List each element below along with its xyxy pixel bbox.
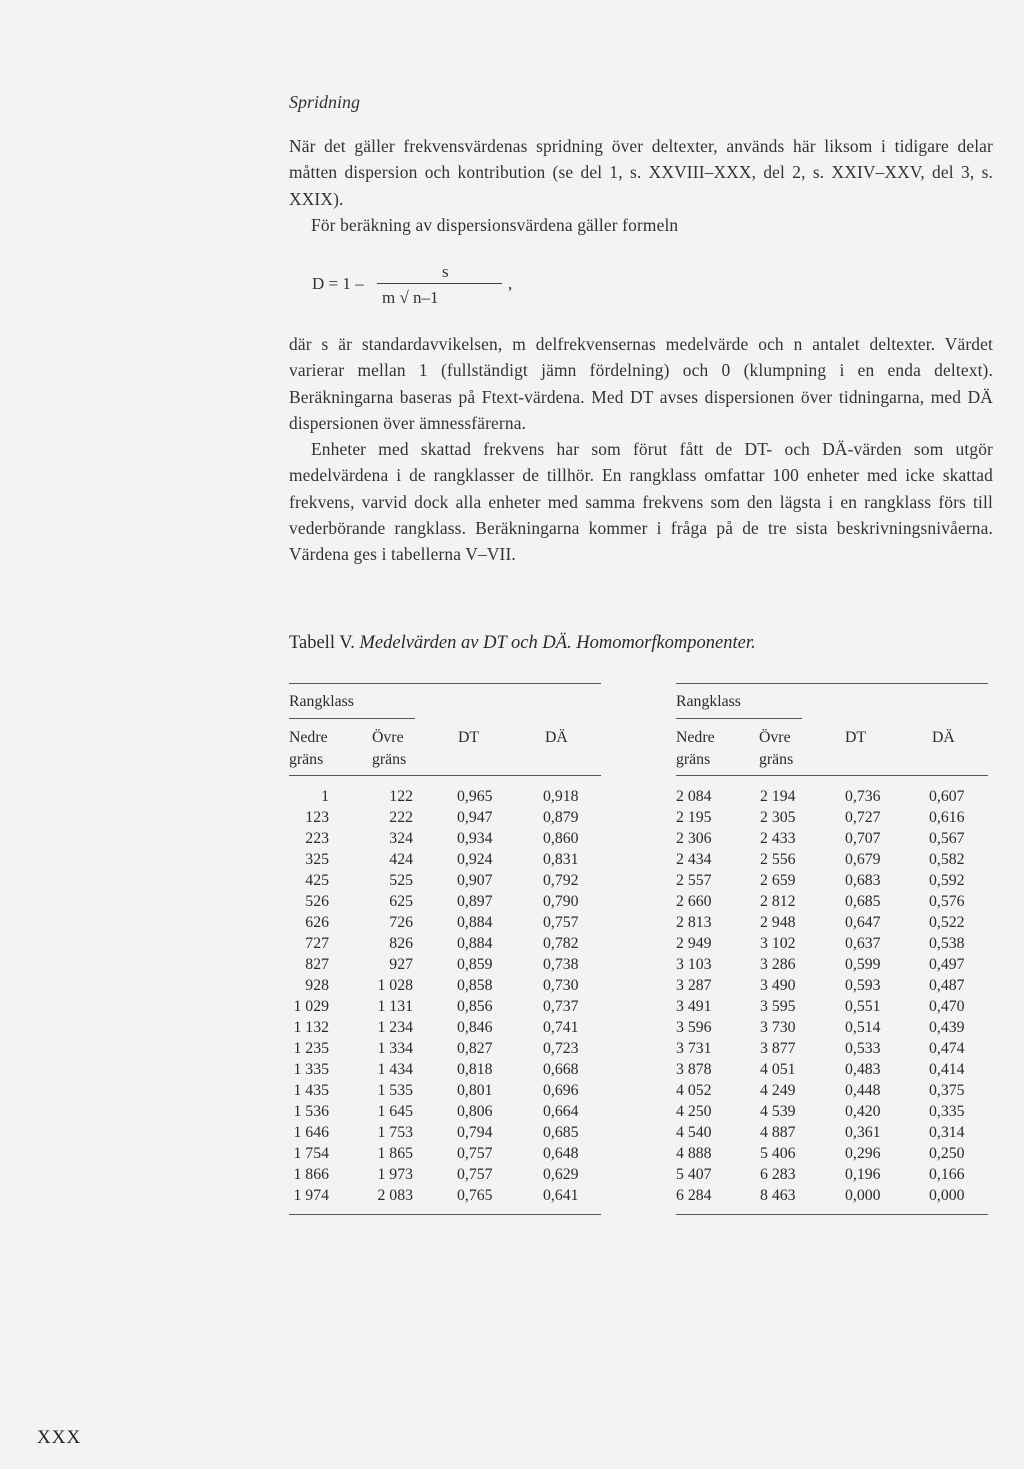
rangklass-rule — [289, 718, 415, 719]
table-row — [289, 1019, 601, 1040]
cell-dt: 0,514 — [845, 1019, 881, 1036]
cell-da: 0,782 — [543, 935, 579, 952]
table-row — [289, 1082, 601, 1103]
cell-dt: 0,846 — [457, 1019, 493, 1036]
table-caption — [289, 633, 756, 654]
paragraph-3: där s är standardavvikelsen, m delfrekvensernas medelvärde och n antalet deltexter. Värdet varierar mellan 1 (fullständigt jämn fördelning) och 0 (klumpning i en enda deltext). Beräkningarna baseras på Ftext-värdena. Med DT avses dispersionen över tidningarna, med DÄ dispersionen över ämnessfärerna. — [289, 334, 993, 433]
cell-da: 0,567 — [929, 830, 965, 847]
cell-dt: 0,884 — [457, 935, 493, 952]
cell-da: 0,792 — [543, 872, 579, 889]
table-row — [676, 998, 988, 1019]
cell-nedre-grans: 4 888 — [676, 1145, 712, 1162]
cell-nedre-grans: 2 306 — [676, 830, 712, 847]
table-row — [676, 977, 988, 998]
header-rule — [289, 775, 601, 776]
table-top-rule — [289, 683, 601, 684]
cell-ovre-grans: 8 463 — [760, 1187, 796, 1204]
table-row — [289, 1124, 601, 1145]
cell-ovre-grans: 3 730 — [760, 1019, 796, 1036]
cell-da: 0,314 — [929, 1124, 965, 1141]
cell-nedre-grans: 2 557 — [676, 872, 712, 889]
cell-ovre-grans: 424 — [389, 851, 413, 868]
cell-da: 0,668 — [543, 1061, 579, 1078]
cell-nedre-grans: 1 235 — [293, 1040, 329, 1057]
cell-nedre-grans: 3 491 — [676, 998, 712, 1015]
cell-da: 0,375 — [929, 1082, 965, 1099]
cell-dt: 0,947 — [457, 809, 493, 826]
cell-nedre-grans: 3 731 — [676, 1040, 712, 1057]
cell-nedre-grans: 3 103 — [676, 956, 712, 973]
cell-da: 0,582 — [929, 851, 965, 868]
header-dt: DT — [458, 729, 480, 746]
cell-dt: 0,483 — [845, 1061, 881, 1078]
header-ovre-grans: Övre gräns — [759, 729, 794, 768]
table-body — [289, 788, 601, 1208]
cell-nedre-grans: 727 — [305, 935, 329, 952]
page-number: XXX — [37, 1427, 82, 1448]
cell-da: 0,607 — [929, 788, 965, 805]
cell-da: 0,470 — [929, 998, 965, 1015]
cell-ovre-grans: 1 234 — [377, 1019, 413, 1036]
column-headers — [676, 727, 988, 775]
cell-ovre-grans: 2 556 — [760, 851, 796, 868]
cell-da: 0,439 — [929, 1019, 965, 1036]
cell-dt: 0,934 — [457, 830, 493, 847]
header-da: DÄ — [932, 729, 955, 746]
table-label: Tabell V. — [289, 633, 355, 653]
table-row — [289, 851, 601, 872]
cell-dt: 0,296 — [845, 1145, 881, 1162]
cell-dt: 0,736 — [845, 788, 881, 805]
cell-dt: 0,420 — [845, 1103, 881, 1120]
table-bottom-rule — [289, 1214, 601, 1215]
cell-nedre-grans: 1 536 — [293, 1103, 329, 1120]
cell-da: 0,487 — [929, 977, 965, 994]
cell-nedre-grans: 1 335 — [293, 1061, 329, 1078]
cell-nedre-grans: 827 — [305, 956, 329, 973]
cell-dt: 0,196 — [845, 1166, 881, 1183]
table-top-rule — [676, 683, 988, 684]
table-left — [289, 683, 601, 1215]
cell-da: 0,538 — [929, 935, 965, 952]
table-row — [676, 872, 988, 893]
table-row — [289, 1040, 601, 1061]
cell-da: 0,576 — [929, 893, 965, 910]
cell-ovre-grans: 1 865 — [377, 1145, 413, 1162]
cell-nedre-grans: 1 754 — [293, 1145, 329, 1162]
cell-ovre-grans: 6 283 — [760, 1166, 796, 1183]
cell-dt: 0,818 — [457, 1061, 493, 1078]
cell-ovre-grans: 3 877 — [760, 1040, 796, 1057]
table-row — [289, 956, 601, 977]
cell-nedre-grans: 3 287 — [676, 977, 712, 994]
cell-nedre-grans: 2 195 — [676, 809, 712, 826]
cell-ovre-grans: 826 — [389, 935, 413, 952]
cell-da: 0,629 — [543, 1166, 579, 1183]
table-right — [676, 683, 988, 1215]
cell-ovre-grans: 3 595 — [760, 998, 796, 1015]
cell-ovre-grans: 2 659 — [760, 872, 796, 889]
table-row — [676, 893, 988, 914]
cell-nedre-grans: 1 646 — [293, 1124, 329, 1141]
table-row — [289, 935, 601, 956]
cell-nedre-grans: 2 949 — [676, 935, 712, 952]
cell-ovre-grans: 324 — [389, 830, 413, 847]
table-row — [676, 851, 988, 872]
cell-dt: 0,000 — [845, 1187, 881, 1204]
cell-ovre-grans: 2 948 — [760, 914, 796, 931]
table-row — [289, 1187, 601, 1208]
cell-da: 0,414 — [929, 1061, 965, 1078]
header-ovre-grans: Övre gräns — [372, 729, 407, 768]
cell-ovre-grans: 2 305 — [760, 809, 796, 826]
cell-nedre-grans: 1 435 — [293, 1082, 329, 1099]
cell-nedre-grans: 123 — [305, 809, 329, 826]
cell-ovre-grans: 3 102 — [760, 935, 796, 952]
header-nedre-grans: Nedre gräns — [289, 729, 328, 768]
cell-ovre-grans: 1 334 — [377, 1040, 413, 1057]
cell-da: 0,335 — [929, 1103, 965, 1120]
cell-dt: 0,637 — [845, 935, 881, 952]
cell-ovre-grans: 3 286 — [760, 956, 796, 973]
paragraph-4: Enheter med skattad frekvens har som förut fått de DT- och DÄ-värden som utgör medelvärdena i de rangklasser de tillhör. En rangklass omfattar 100 enheter med icke skattad frekvens, varvid dock alla enheter med samma frekvens som den lägsta i en rangklass förs till vederbörande rangklass. Beräkningarna kommer i fråga på de tre sista beskrivningsnivåerna. Värdena ges i tabellerna V–VII. — [289, 439, 993, 565]
cell-nedre-grans: 3 596 — [676, 1019, 712, 1036]
fraction-bar — [377, 283, 502, 284]
cell-ovre-grans: 927 — [389, 956, 413, 973]
cell-ovre-grans: 2 433 — [760, 830, 796, 847]
cell-nedre-grans: 1 974 — [293, 1187, 329, 1204]
table-row — [289, 872, 601, 893]
cell-da: 0,741 — [543, 1019, 579, 1036]
cell-da: 0,522 — [929, 914, 965, 931]
cell-ovre-grans: 1 434 — [377, 1061, 413, 1078]
cell-da: 0,166 — [929, 1166, 965, 1183]
table-row — [676, 1061, 988, 1082]
table-row — [676, 956, 988, 977]
cell-dt: 0,765 — [457, 1187, 493, 1204]
cell-dt: 0,551 — [845, 998, 881, 1015]
cell-ovre-grans: 4 539 — [760, 1103, 796, 1120]
table-row — [289, 998, 601, 1019]
cell-dt: 0,593 — [845, 977, 881, 994]
table-row — [676, 809, 988, 830]
formula-numerator: s — [442, 262, 449, 281]
table-row — [289, 1061, 601, 1082]
cell-ovre-grans: 2 194 — [760, 788, 796, 805]
cell-dt: 0,794 — [457, 1124, 493, 1141]
cell-dt: 0,801 — [457, 1082, 493, 1099]
cell-dt: 0,683 — [845, 872, 881, 889]
cell-nedre-grans: 4 540 — [676, 1124, 712, 1141]
cell-nedre-grans: 5 407 — [676, 1166, 712, 1183]
cell-ovre-grans: 625 — [389, 893, 413, 910]
table-row — [289, 809, 601, 830]
cell-da: 0,641 — [543, 1187, 579, 1204]
rangklass-label: Rangklass — [676, 693, 741, 710]
cell-nedre-grans: 2 660 — [676, 893, 712, 910]
cell-ovre-grans: 1 028 — [377, 977, 413, 994]
body-text-top — [289, 133, 993, 238]
cell-nedre-grans: 626 — [305, 914, 329, 931]
table-row — [289, 977, 601, 998]
table-row — [676, 1040, 988, 1061]
cell-nedre-grans: 3 878 — [676, 1061, 712, 1078]
cell-da: 0,250 — [929, 1145, 965, 1162]
cell-ovre-grans: 122 — [389, 788, 413, 805]
formula-lhs: D = 1 – — [312, 274, 364, 293]
cell-dt: 0,533 — [845, 1040, 881, 1057]
cell-ovre-grans: 1 645 — [377, 1103, 413, 1120]
cell-ovre-grans: 4 249 — [760, 1082, 796, 1099]
paragraph-1: När det gäller frekvensvärdenas spridning över deltexter, används här liksom i tidigare delar måtten dispersion och kontribution (se del 1, s. XXVIII–XXX, del 2, s. XXIV–XXV, del 3, s. XXIX). — [289, 136, 993, 209]
cell-da: 0,737 — [543, 998, 579, 1015]
cell-nedre-grans: 223 — [305, 830, 329, 847]
cell-dt: 0,727 — [845, 809, 881, 826]
cell-da: 0,879 — [543, 809, 579, 826]
cell-nedre-grans: 4 052 — [676, 1082, 712, 1099]
cell-ovre-grans: 1 973 — [377, 1166, 413, 1183]
cell-dt: 0,757 — [457, 1166, 493, 1183]
cell-dt: 0,685 — [845, 893, 881, 910]
cell-dt: 0,647 — [845, 914, 881, 931]
cell-da: 0,696 — [543, 1082, 579, 1099]
cell-dt: 0,907 — [457, 872, 493, 889]
cell-ovre-grans: 4 887 — [760, 1124, 796, 1141]
cell-ovre-grans: 4 051 — [760, 1061, 796, 1078]
cell-ovre-grans: 1 753 — [377, 1124, 413, 1141]
header-rule — [676, 775, 988, 776]
table-bottom-rule — [676, 1214, 988, 1215]
cell-da: 0,730 — [543, 977, 579, 994]
table-row — [676, 1124, 988, 1145]
cell-nedre-grans: 526 — [305, 893, 329, 910]
section-heading: Spridning — [289, 92, 361, 112]
table-row — [289, 1145, 601, 1166]
cell-dt: 0,856 — [457, 998, 493, 1015]
cell-da: 0,723 — [543, 1040, 579, 1057]
cell-ovre-grans: 5 406 — [760, 1145, 796, 1162]
cell-da: 0,592 — [929, 872, 965, 889]
table-row — [676, 914, 988, 935]
table-row — [289, 1103, 601, 1124]
cell-da: 0,790 — [543, 893, 579, 910]
cell-dt: 0,884 — [457, 914, 493, 931]
formula-comma: , — [508, 274, 513, 293]
cell-da: 0,474 — [929, 1040, 965, 1057]
table-row — [289, 914, 601, 935]
cell-nedre-grans: 4 250 — [676, 1103, 712, 1120]
cell-ovre-grans: 3 490 — [760, 977, 796, 994]
cell-da: 0,664 — [543, 1103, 579, 1120]
cell-nedre-grans: 1 — [321, 788, 329, 805]
table-row — [289, 830, 601, 851]
table-title: Medelvärden av DT och DÄ. Homomorfkomponenter. — [359, 633, 756, 653]
cell-nedre-grans: 1 029 — [293, 998, 329, 1015]
formula-denominator: m √ n–1 — [382, 288, 439, 307]
cell-nedre-grans: 325 — [305, 851, 329, 868]
column-headers — [289, 727, 601, 775]
rangklass-label: Rangklass — [289, 693, 354, 710]
cell-dt: 0,827 — [457, 1040, 493, 1057]
cell-da: 0,616 — [929, 809, 965, 826]
cell-da: 0,757 — [543, 914, 579, 931]
rangklass-rule — [676, 718, 802, 719]
cell-dt: 0,897 — [457, 893, 493, 910]
cell-ovre-grans: 1 535 — [377, 1082, 413, 1099]
table-row — [676, 1187, 988, 1208]
cell-ovre-grans: 1 131 — [377, 998, 413, 1015]
table-row — [676, 1103, 988, 1124]
cell-ovre-grans: 726 — [389, 914, 413, 931]
cell-dt: 0,757 — [457, 1145, 493, 1162]
paragraph-2: För beräkning av dispersionsvärdena gäller formeln — [311, 214, 679, 235]
cell-dt: 0,924 — [457, 851, 493, 868]
table-row — [676, 788, 988, 809]
cell-nedre-grans: 2 084 — [676, 788, 712, 805]
header-da: DÄ — [545, 729, 568, 746]
cell-dt: 0,599 — [845, 956, 881, 973]
cell-da: 0,497 — [929, 956, 965, 973]
header-dt: DT — [845, 729, 867, 746]
cell-dt: 0,448 — [845, 1082, 881, 1099]
table-row — [289, 893, 601, 914]
cell-dt: 0,806 — [457, 1103, 493, 1120]
cell-nedre-grans: 1 132 — [293, 1019, 329, 1036]
table-row — [676, 935, 988, 956]
cell-nedre-grans: 2 434 — [676, 851, 712, 868]
table-row — [289, 788, 601, 809]
cell-da: 0,738 — [543, 956, 579, 973]
table-row — [676, 1145, 988, 1166]
cell-da: 0,831 — [543, 851, 579, 868]
cell-da: 0,648 — [543, 1145, 579, 1162]
cell-da: 0,685 — [543, 1124, 579, 1141]
cell-dt: 0,679 — [845, 851, 881, 868]
cell-ovre-grans: 2 083 — [377, 1187, 413, 1204]
cell-nedre-grans: 1 866 — [293, 1166, 329, 1183]
dispersion-formula — [312, 262, 532, 322]
cell-da: 0,000 — [929, 1187, 965, 1204]
cell-ovre-grans: 222 — [389, 809, 413, 826]
cell-da: 0,918 — [543, 788, 579, 805]
cell-dt: 0,361 — [845, 1124, 881, 1141]
cell-nedre-grans: 425 — [305, 872, 329, 889]
table-row — [676, 830, 988, 851]
table-row — [289, 1166, 601, 1187]
cell-dt: 0,965 — [457, 788, 493, 805]
cell-nedre-grans: 2 813 — [676, 914, 712, 931]
cell-ovre-grans: 525 — [389, 872, 413, 889]
cell-dt: 0,707 — [845, 830, 881, 847]
table-body — [676, 788, 988, 1208]
cell-dt: 0,859 — [457, 956, 493, 973]
table-row — [676, 1166, 988, 1187]
table-row — [676, 1082, 988, 1103]
cell-da: 0,860 — [543, 830, 579, 847]
header-nedre-grans: Nedre gräns — [676, 729, 715, 768]
cell-dt: 0,858 — [457, 977, 493, 994]
cell-nedre-grans: 928 — [305, 977, 329, 994]
body-text-bottom — [289, 331, 993, 568]
table-row — [676, 1019, 988, 1040]
cell-ovre-grans: 2 812 — [760, 893, 796, 910]
cell-nedre-grans: 6 284 — [676, 1187, 712, 1204]
